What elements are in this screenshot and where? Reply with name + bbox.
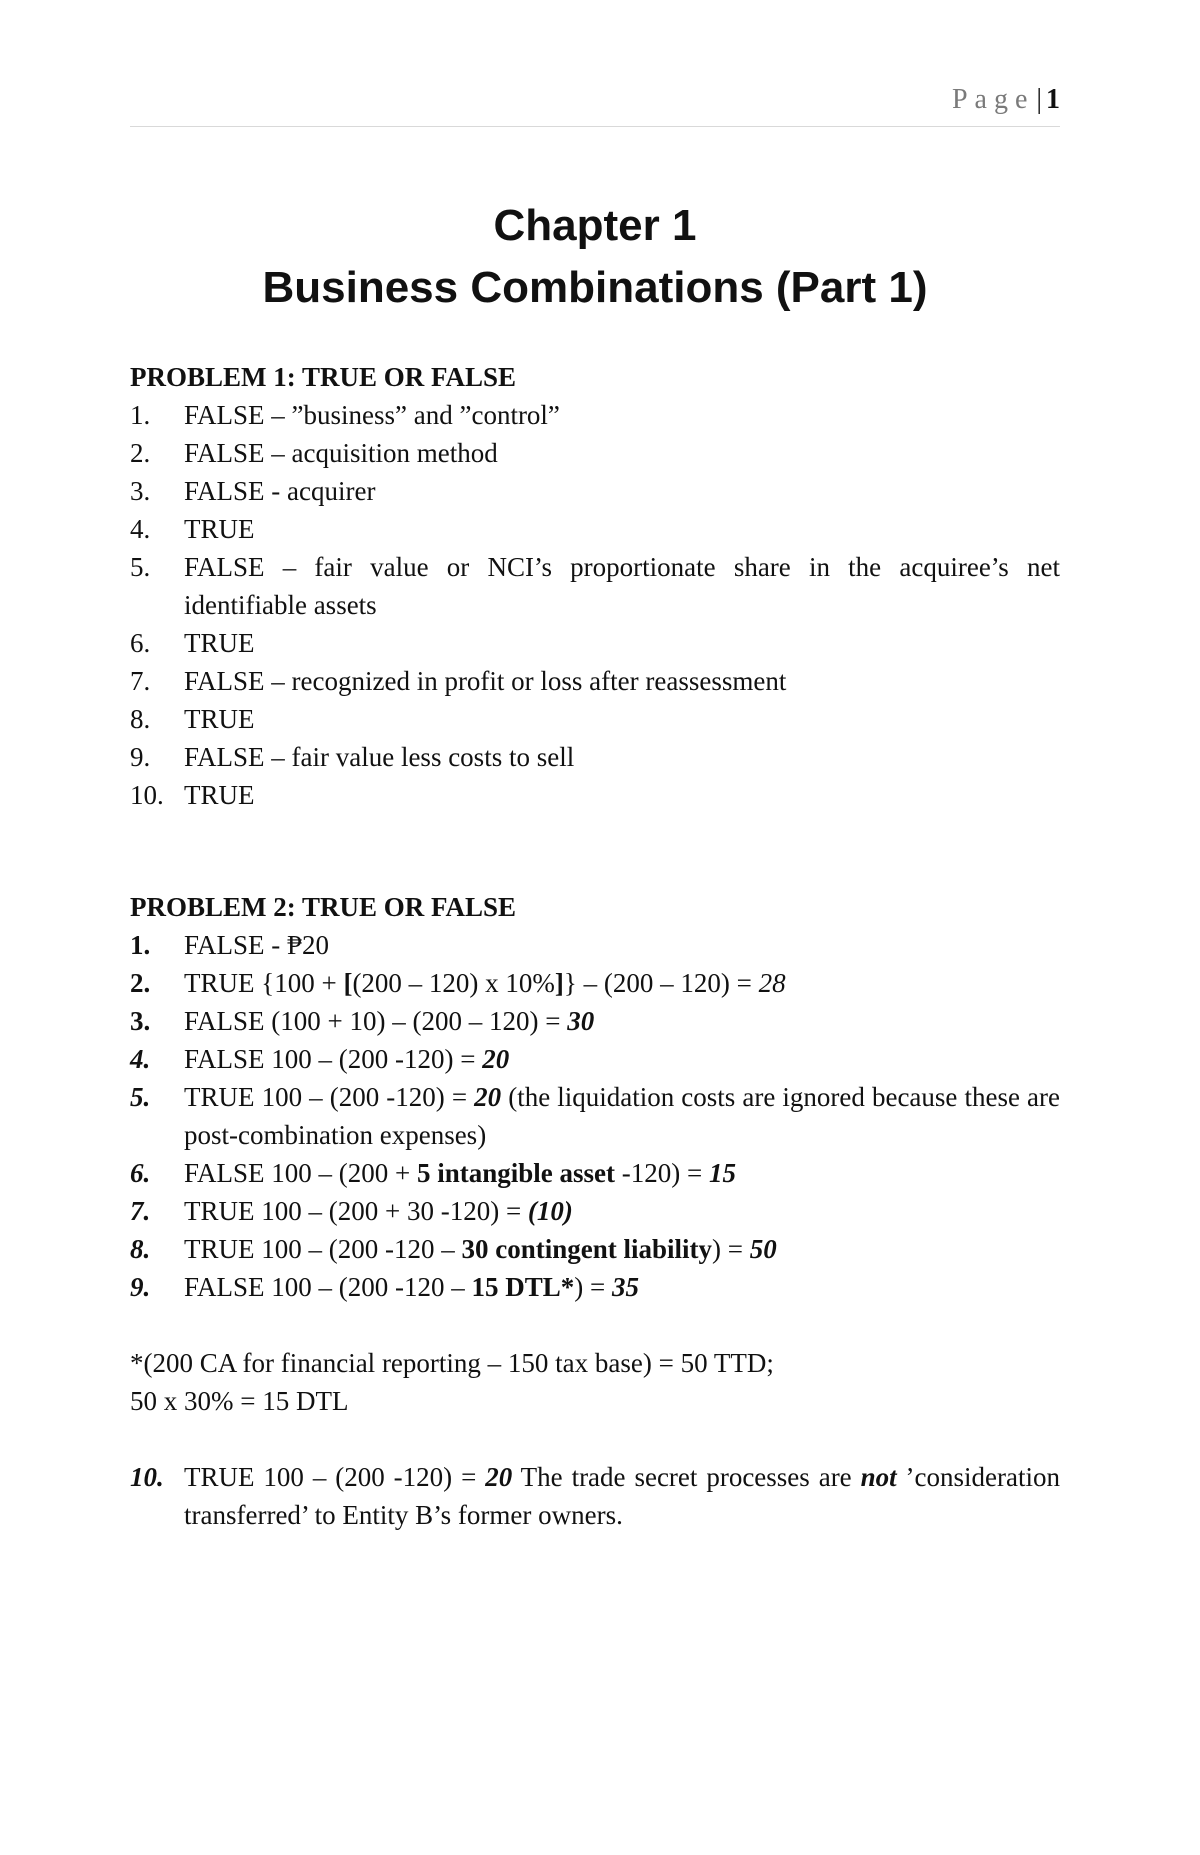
item-number: 6. [130, 1158, 151, 1188]
item-text: FALSE – fair value or NCI’s proportionate share in the acquiree’s net identifiable assets [184, 552, 1060, 620]
problem-2-item [130, 1078, 1060, 1154]
item-number: 1. [130, 930, 151, 960]
item-text: TRUE [184, 780, 255, 810]
text-run: TRUE 100 – (200 -120) = [184, 1462, 486, 1492]
item-text: TRUE [184, 514, 255, 544]
problem-1-item [130, 776, 1060, 814]
problem-2-item [130, 1040, 1060, 1078]
item-text [184, 1078, 1060, 1154]
item-number: 2. [130, 968, 151, 998]
text-run: 15 DTL* [471, 1272, 575, 1302]
text-run: 15 [708, 1158, 736, 1188]
text-run: TRUE 100 – (200 + 30 -120) = [184, 1196, 528, 1226]
problem-2-item-10-block [130, 1458, 1060, 1534]
item-text [184, 1154, 1060, 1192]
item-text [184, 1002, 1060, 1040]
text-run: [ [343, 968, 353, 998]
text-run: FALSE 100 – (200 + [184, 1158, 417, 1188]
item-number: 4. [130, 1044, 151, 1074]
footnote-line: 50 x 30% = 15 DTL [130, 1386, 349, 1416]
text-run: The trade secret processes are [512, 1462, 861, 1492]
item-text [184, 1458, 1060, 1534]
problem-1-item [130, 396, 1060, 434]
item-number: 10. [130, 1462, 164, 1492]
problem-2-section [130, 888, 1060, 1534]
text-run: -120) = [615, 1158, 709, 1188]
chapter-subtitle: Business Combinations (Part 1) [262, 263, 928, 312]
problem-1-item [130, 434, 1060, 472]
problem-2-item [130, 1154, 1060, 1192]
text-run: 5 intangible asset [416, 1158, 616, 1188]
problem-2-item [130, 1458, 1060, 1534]
text-run: ) = [712, 1234, 750, 1264]
item-text: FALSE – fair value less costs to sell [184, 742, 575, 772]
problem-2-item [130, 926, 1060, 964]
item-text: FALSE - acquirer [184, 476, 376, 506]
item-text: FALSE – ”business” and ”control” [184, 400, 560, 430]
item-number: 3. [130, 1006, 151, 1036]
chapter-title: Chapter 1 [493, 201, 697, 250]
item-text [184, 1040, 1060, 1078]
text-run: 20 [474, 1082, 502, 1112]
item-number: 8. [130, 1234, 151, 1264]
text-run: not [860, 1462, 897, 1492]
text-run: TRUE {100 + [184, 968, 344, 998]
item-text [184, 1268, 1060, 1306]
problem-1-item [130, 624, 1060, 662]
item-text [184, 926, 1060, 964]
text-run: FALSE (100 + 10) – (200 – 120) = [184, 1006, 568, 1036]
problem-2-item [130, 1268, 1060, 1306]
footnote-block [130, 1344, 1060, 1420]
item-number: 4. [130, 514, 151, 544]
spacer [130, 1306, 1060, 1344]
problem-2-list [130, 926, 1060, 1306]
footnote-line: *(200 CA for financial reporting – 150 tax base) = 50 TTD; [130, 1348, 774, 1378]
text-run: 30 contingent liability [461, 1234, 712, 1264]
problem-1-heading: PROBLEM 1: TRUE OR FALSE [130, 362, 517, 392]
problem-1-item [130, 472, 1060, 510]
text-run: ) = [574, 1272, 612, 1302]
item-number: 5. [130, 1082, 151, 1112]
page-label: Page [951, 84, 1035, 115]
page-separator: | [1036, 84, 1042, 115]
spacer [130, 1420, 1060, 1458]
item-number: 7. [130, 1196, 151, 1226]
problem-2-item [130, 1002, 1060, 1040]
problem-1-item [130, 662, 1060, 700]
page-header [130, 86, 1060, 127]
item-number: 9. [130, 1272, 151, 1302]
item-text: FALSE – acquisition method [184, 438, 498, 468]
text-run: FALSE 100 – (200 -120 – [184, 1272, 472, 1302]
text-run: 35 [612, 1272, 639, 1302]
item-number: 5. [130, 552, 151, 582]
text-run: 20 [482, 1044, 510, 1074]
problem-2-item [130, 964, 1060, 1002]
item-number: 1. [130, 400, 151, 430]
item-number: 10. [130, 780, 164, 810]
problem-1-item [130, 510, 1060, 548]
problem-2-item [130, 1230, 1060, 1268]
text-run: TRUE 100 – (200 -120) = [184, 1082, 475, 1112]
text-run: 28 [758, 968, 786, 998]
item-number: 3. [130, 476, 151, 506]
item-number: 6. [130, 628, 151, 658]
text-run: (10) [527, 1196, 573, 1226]
text-run: 30 [567, 1006, 595, 1036]
item-text: TRUE [184, 628, 255, 658]
item-number: 8. [130, 704, 151, 734]
text-run: TRUE 100 – (200 -120 – [184, 1234, 462, 1264]
problem-1-section [130, 358, 1060, 814]
page-number: 1 [1046, 84, 1060, 115]
item-text [184, 1230, 1060, 1268]
text-run: (200 – 120) x 10% [352, 968, 555, 998]
text-run: 50 [749, 1234, 777, 1264]
problem-2-heading: PROBLEM 2: TRUE OR FALSE [130, 892, 517, 922]
item-number: 7. [130, 666, 151, 696]
problem-1-item [130, 738, 1060, 776]
problem-1-item [130, 548, 1060, 624]
text-run: (the liquidation costs are ignored because these are post-combination expenses) [184, 1082, 1060, 1150]
item-text [184, 1192, 1060, 1230]
item-text: FALSE – recognized in profit or loss after reassessment [184, 666, 787, 696]
text-run: FALSE 100 – (200 -120) = [184, 1044, 483, 1074]
problem-1-list [130, 396, 1060, 814]
item-text [184, 964, 1060, 1002]
item-number: 2. [130, 438, 151, 468]
text-run: ’consideration transferred’ to Entity B’s former owners. [184, 1462, 1060, 1530]
text-run: FALSE - ₱20 [184, 930, 330, 960]
text-run: } – (200 – 120) = [563, 968, 759, 998]
problem-2-item [130, 1192, 1060, 1230]
text-run: ] [554, 968, 564, 998]
item-number: 9. [130, 742, 151, 772]
text-run: 20 [485, 1462, 513, 1492]
problem-1-item [130, 700, 1060, 738]
item-text: TRUE [184, 704, 255, 734]
